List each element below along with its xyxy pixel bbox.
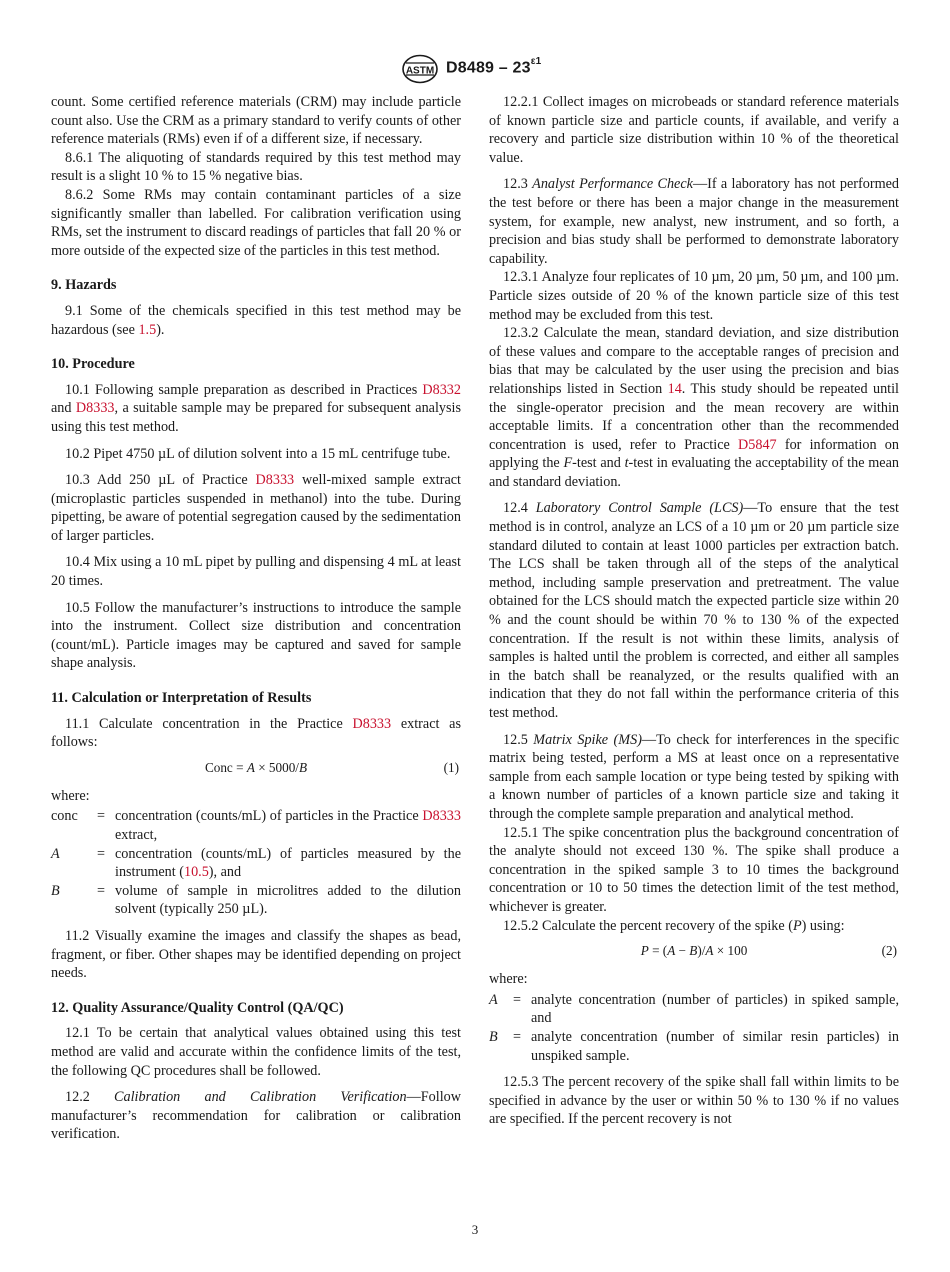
page-number: 3	[471, 1222, 479, 1237]
paragraph-12-4: 12.4 Laboratory Control Sample (LCS)—To ensure that the test method is in control, analyze an LCS of a 10 µm or 20 µm particle size standard diluted to contain at least 1000 particles per extraction batch. The LCS shall be taken through all of the steps of the analytical method, including sample preservation and pretreatment. The value obtained for the LCS should match the expected particle size within 20 % and the count should be within 70 % to 130 % of the expected concentration. If the result is not within these limits, analysis of samples is halted until the problem is corrected, and either all samples in the batch shall be reanalyzed, or the results qualified with an indication that they do not fall within the performance criteria of this test method.	[489, 500, 899, 721]
paragraph-12-5: 12.5 Matrix Spike (MS)—To check for interferences in the specific matrix being tested, perform a MS at least once on a representative sample from each sample location or type being tested by spiking with a known number of particles of a known particle size and taking it through the complete sample preparation and analytical method.	[489, 731, 900, 822]
equation-number: (1)	[443, 759, 459, 775]
paragraph-12-2: 12.2 Calibration and Calibration Verification—Follow manufacturer’s recommendation for calibration or calibration verification.	[51, 1089, 462, 1143]
svg-text:ASTM: ASTM	[405, 65, 435, 77]
definition-row: A = concentration (counts/mL) of particles measured by the instrument (10.5), and	[51, 845, 461, 881]
paragraph-12-5-2: 12.5.2 Calculate the percent recovery of the spike (P) using:	[503, 917, 845, 934]
link-d8333[interactable]: D8333	[75, 400, 115, 417]
right-column	[489, 93, 899, 1129]
where-label: where:	[51, 787, 90, 804]
astm-logo-icon	[401, 54, 439, 84]
section-10-heading: 10. Procedure	[51, 356, 135, 373]
paragraph-12-3-2: 12.3.2 Calculate the mean, standard deviation, and size distribution of these values and compare to the acceptable ranges of precision and bias that may be calculated by the user using the precision and bias relationships listed in Section 14. This study should be repeated until the single-operator precision and the mean recovery are within acceptable limits. If a concentration other than the recommended concentration is used, refer to Practice D5847 for information on applying the F-test and t-test in evaluating the acceptability of the mean and standard deviation.	[489, 325, 899, 490]
link-10-5[interactable]: 10.5	[183, 864, 209, 881]
variable-definitions	[489, 991, 899, 1065]
link-d8333[interactable]: D8333	[255, 472, 295, 489]
paragraph-10-1: 10.1 Following sample preparation as described in Practices D8332 and D8333, a suitable sample may be prepared for subsequent analysis using this test method.	[51, 381, 461, 435]
link-d8332[interactable]: D8332	[422, 381, 461, 398]
paragraph-10-3: 10.3 Add 250 µL of Practice D8333 well-mixed sample extract (microplastic particles suspended in methanol) into the tube. During pipetting, be aware of potential segregation caused by the sedimentation of larger particles.	[51, 472, 461, 544]
link-d8333[interactable]: D8333	[352, 715, 392, 732]
paragraph-10-2: 10.2 Pipet 4750 µL of dilution solvent into a 15 mL centrifuge tube.	[65, 445, 451, 462]
definition-row: B = analyte concentration (number of similar resin particles) in unspiked sample.	[489, 1028, 899, 1064]
definition-row: B = volume of sample in microlitres added to the dilution solvent (typically 250 µL).	[51, 882, 461, 918]
section-9-heading: 9. Hazards	[51, 277, 117, 294]
paragraph-8-6-continued: count. Some certified reference materials (CRM) may include particle count also. Use the CRM as a primary standard to verify counts of other reference materials (RMs) even if of a different size, if necessary.	[51, 94, 461, 148]
paragraph-10-4: 10.4 Mix using a 10 mL pipet by pulling and dispensing 4 mL at least 20 times.	[51, 554, 461, 590]
link-section-14[interactable]: 14	[667, 380, 682, 397]
section-11-heading: 11. Calculation or Interpretation of Results	[51, 690, 312, 707]
section-12-heading: 12. Quality Assurance/Quality Control (QA/QC)	[51, 999, 344, 1016]
paragraph-10-5: 10.5 Follow the manufacturer’s instructions to introduce the sample into the instrument. Collect size distribution and concentration (count/mL). Particle images may be captured and saved for sample shape analysis.	[51, 599, 461, 672]
paragraph-9-1: 9.1 Some of the chemicals specified in this test method may be hazardous (see 1.5).	[51, 302, 461, 338]
edition-superscript: ε1	[530, 56, 542, 67]
equation-1: Conc = A × 5000/B (1)	[51, 759, 461, 777]
definition-row: A = analyte concentration (number of particles) in spiked sample, and	[489, 991, 899, 1027]
page-header	[0, 52, 950, 86]
paragraph-12-2-1: 12.2.1 Collect images on microbeads or standard reference materials of known particle size and particle counts, if available, and verify a recovery and particle size distribution within 10 % of the theoretical value.	[489, 94, 899, 166]
paragraph-11-1: 11.1 Calculate concentration in the Practice D8333 extract as follows:	[51, 715, 461, 751]
paragraph-8-6-2: 8.6.2 Some RMs may contain contaminant particles of a size significantly smaller than labelled. For calibration verification using RMs, set the instrument to discard readings of particles that fall 20 % or more outside of the expected size of the particles in this test method.	[51, 186, 461, 259]
link-1-5[interactable]: 1.5	[138, 321, 157, 338]
paragraph-12-5-3: 12.5.3 The percent recovery of the spike shall fall within limits to be specified in advance by the user or within 50 % to 130 % if no values are specified. If the percent recovery is not	[489, 1074, 899, 1128]
paragraph-12-1: 12.1 To be certain that analytical values obtained using this test method are valid and accurate within the confidence limits of the test, the following QC procedures shall be followed.	[51, 1025, 461, 1079]
paragraph-8-6-1: 8.6.1 The aliquoting of standards required by this test method may result is a slight 10 % to 15 % negative bias.	[51, 149, 461, 185]
document-designation: $D8489 - 23^{\varepsilon 1}$	[446, 56, 542, 77]
link-d8333[interactable]: D8333	[422, 808, 461, 825]
definition-row: conc = concentration (counts/mL) of particles in the Practice D8333 extract,	[51, 808, 461, 843]
left-column	[51, 93, 461, 1144]
paragraph-12-3: 12.3 Analyst Performance Check—If a laboratory has not performed the test before or there has been a major change in the measurement system, for example, new analyst, new instrument, and so forth, a precision and bias study shall be performed to demonstrate laboratory capability.	[489, 176, 899, 267]
where-label: where:	[489, 971, 528, 988]
paragraph-11-2: 11.2 Visually examine the images and classify the shapes as bead, fragment, or fiber. Other shapes may be identified depending on project needs.	[51, 927, 461, 982]
equation-2: P = (A − B)/A × 100 (2)	[489, 942, 899, 960]
paragraph-12-5-1: 12.5.1 The spike concentration plus the background concentration of the analyte should not exceed 130 %. The spike shall produce a concentration in the spiked sample 3 to 10 times the background concentration or 10 to 50 times the detection limit of the test method, whichever is greater.	[489, 824, 899, 915]
variable-definitions	[51, 807, 461, 919]
paragraph-12-3-1: 12.3.1 Analyze four replicates of 10 µm, 20 µm, 50 µm, and 100 µm. Particle sizes outside of 20 % of the known particle size of this test method may be excluded from this test.	[489, 269, 899, 323]
link-d5847[interactable]: D5847	[738, 436, 777, 453]
equation-number: (2)	[881, 943, 897, 959]
